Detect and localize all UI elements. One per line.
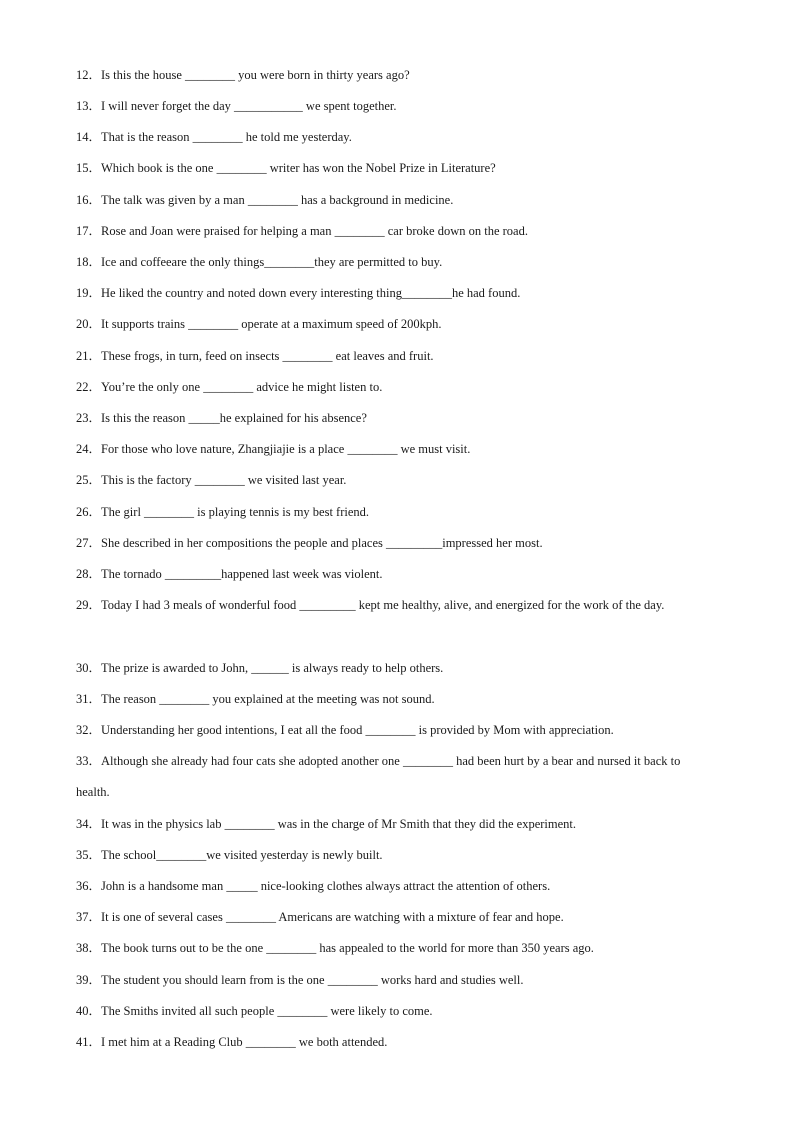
question-34: 34．It was in the physics lab ________ was in the charge of Mr Smith that they did the experiment. [76,817,577,831]
question-37: 37．It is one of several cases ________ Americans are watching with a mixture of fear and hope. [76,910,564,924]
question-26: 26．The girl ________ is playing tennis is my best friend. [76,505,370,519]
question-27: 27．She described in her compositions the people and places _________impressed her most. [76,536,543,550]
question-23: 23．Is this the reason _____he explained for his absence? [76,411,367,425]
question-14: 14．That is the reason ________ he told me yesterday. [76,130,352,144]
question-33: 33．Although she already had four cats she adopted another one ________ had been hurt by a bear and nursed it back to health. [76,754,681,799]
question-17: 17．Rose and Joan were praised for helping a man ________ car broke down on the road. [76,224,528,238]
question-25: 25．This is the factory ________ we visited last year. [76,473,347,487]
question-29: 29．Today I had 3 meals of wonderful food _________ kept me healthy, alive, and energized for the work of the day. [76,598,665,612]
question-38: 38．The book turns out to be the one ________ has appealed to the world for more than 350 years ago. [76,941,594,955]
question-24: 24．For those who love nature, Zhangjiajie is a place ________ we must visit. [76,442,471,456]
question-20: 20．It supports trains ________ operate at a maximum speed of 200kph. [76,317,442,331]
question-30: 30．The prize is awarded to John, ______ is always ready to help others. [76,661,444,675]
question-15: 15．Which book is the one ________ writer has won the Nobel Prize in Literature? [76,161,496,175]
question-39: 39．The student you should learn from is the one ________ works hard and studies well. [76,973,524,987]
question-31: 31．The reason ________ you explained at the meeting was not sound. [76,692,435,706]
question-32: 32．Understanding her good intentions, I eat all the food ________ is provided by Mom with appreciation. [76,723,614,737]
question-21: 21．These frogs, in turn, feed on insects ________ eat leaves and fruit. [76,349,434,363]
question-19: 19．He liked the country and noted down every interesting thing________he had found. [76,286,521,300]
question-28: 28．The tornado _________happened last week was violent. [76,567,383,581]
question-22: 22．You’re the only one ________ advice he might listen to. [76,380,383,394]
question-13: 13．I will never forget the day ___________ we spent together. [76,99,397,113]
question-16: 16．The talk was given by a man ________ has a background in medicine. [76,193,454,207]
question-41: 41．I met him at a Reading Club ________ we both attended. [76,1035,388,1049]
question-36: 36．John is a handsome man _____ nice-looking clothes always attract the attention of others. [76,879,551,893]
question-18: 18．Ice and coffeeare the only things________they are permitted to buy. [76,255,443,269]
question-12: 12．Is this the house ________ you were born in thirty years ago? [76,68,410,82]
question-35: 35．The school________we visited yesterday is newly built. [76,848,383,862]
question-40: 40．The Smiths invited all such people ________ were likely to come. [76,1004,433,1018]
